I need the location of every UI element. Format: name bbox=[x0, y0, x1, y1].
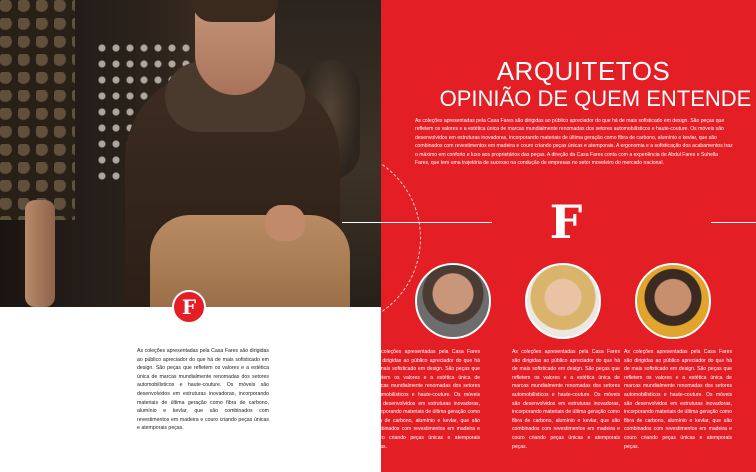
divider-line bbox=[342, 222, 492, 223]
architect-portrait-3 bbox=[635, 263, 711, 339]
intro-text: As coleções apresentadas pela Casa Fares são dirigidas ao público apreciador do que há de mais sofisticado em design. São peças que refletem os valores e a estética única de marcas mundialmente renomadas dos setores automobilísticos e haute-couture. Os móveis são desenvolvidos em estruturas inovadoras, incorporando materiais de última geração como fibra de carbono, alumínio e kevlar, que são combinados com revestimentos em madeira e couro criando peças únicas e atemporais. A ergonomia e a sofisticação dos acabamentos traz o máximo em conforto e luxo aos proprietários das peças. A direção da Casa Fares conta com a experiência de Abdul Fares e Suhella Fares, que tem uma trajetória de sucesso na condução de empresas no setor moveleiro do mercado nacional. bbox=[415, 118, 733, 167]
page-title: ARQUITETOS bbox=[496, 56, 671, 86]
right-page bbox=[372, 0, 756, 472]
page-subtitle: OPINIÃO DE QUEM ENTENDE bbox=[439, 86, 752, 111]
logo-letter: F bbox=[181, 295, 197, 319]
fashion-photo bbox=[0, 0, 381, 307]
brand-logo-badge bbox=[172, 290, 206, 324]
photo-legs bbox=[25, 200, 55, 307]
divider-line-right bbox=[711, 222, 756, 223]
architect-portrait-1 bbox=[415, 263, 491, 339]
photo-man-hair bbox=[192, 0, 278, 22]
architect-text-1: As coleções apresentadas pela Casa Fares são dirigidas ao público apreciador do que há de mais sofisticado em design. São peças que refletem os valores e a estética única de marcas mundialmente renomadas dos setores automobilísticos e haute-couture. Os móveis são desenvolvidos em estruturas inovadoras, incorporando materiais de última geração como fibra de carbono, alumínio e kevlar, que são combinados com revestimentos em madeira e couro criando peças únicas e atemporais peças. bbox=[372, 349, 480, 450]
left-body-text: As coleções apresentadas pela Casa Fares são dirigidas ao público apreciador do que há de mais sofisticado em design. São peças que refletem os valores e a estética única de marcas mundialmente renomadas dos setores automobilísticos e haute-couture. Os móveis são desenvolvidos em estruturas inovadoras, incorporando materiais de última geração como fibra de carbono, alumínio e kevlar, que são combinados com revestimentos em madeira e couro criando peças únicas e atemporais peças. bbox=[137, 348, 269, 432]
photo-man-hand bbox=[265, 205, 305, 241]
architect-text-2: As coleções apresentadas pela Casa Fares são dirigidas ao público apreciador do que há de mais sofisticado em design. São peças que refletem os valores e a estética única de marcas mundialmente renomadas dos setores automobilísticos e haute-couture. Os móveis são desenvolvidos em estruturas inovadoras, incorporando materiais de última geração como fibra de carbono, alumínio e kevlar, que são combinados com revestimentos em madeira e couro criando peças únicas e atemporais peças. bbox=[512, 349, 620, 450]
brand-logo-large: F bbox=[549, 195, 583, 249]
architect-text-3: As coleções apresentadas pela Casa Fares são dirigidas ao público apreciador do que há de mais sofisticado em design. São peças que refletem os valores e a estética única de marcas mundialmente renomadas dos setores automobilísticos e haute-couture. Os móveis são desenvolvidos em estruturas inovadoras, incorporando materiais de última geração como fibra de carbono, alumínio e kevlar, que são combinados com revestimentos em madeira e couro criando peças únicas e atemporais peças. bbox=[624, 349, 732, 450]
photo-leopard-coat bbox=[0, 0, 75, 220]
architect-portrait-2 bbox=[525, 263, 601, 339]
